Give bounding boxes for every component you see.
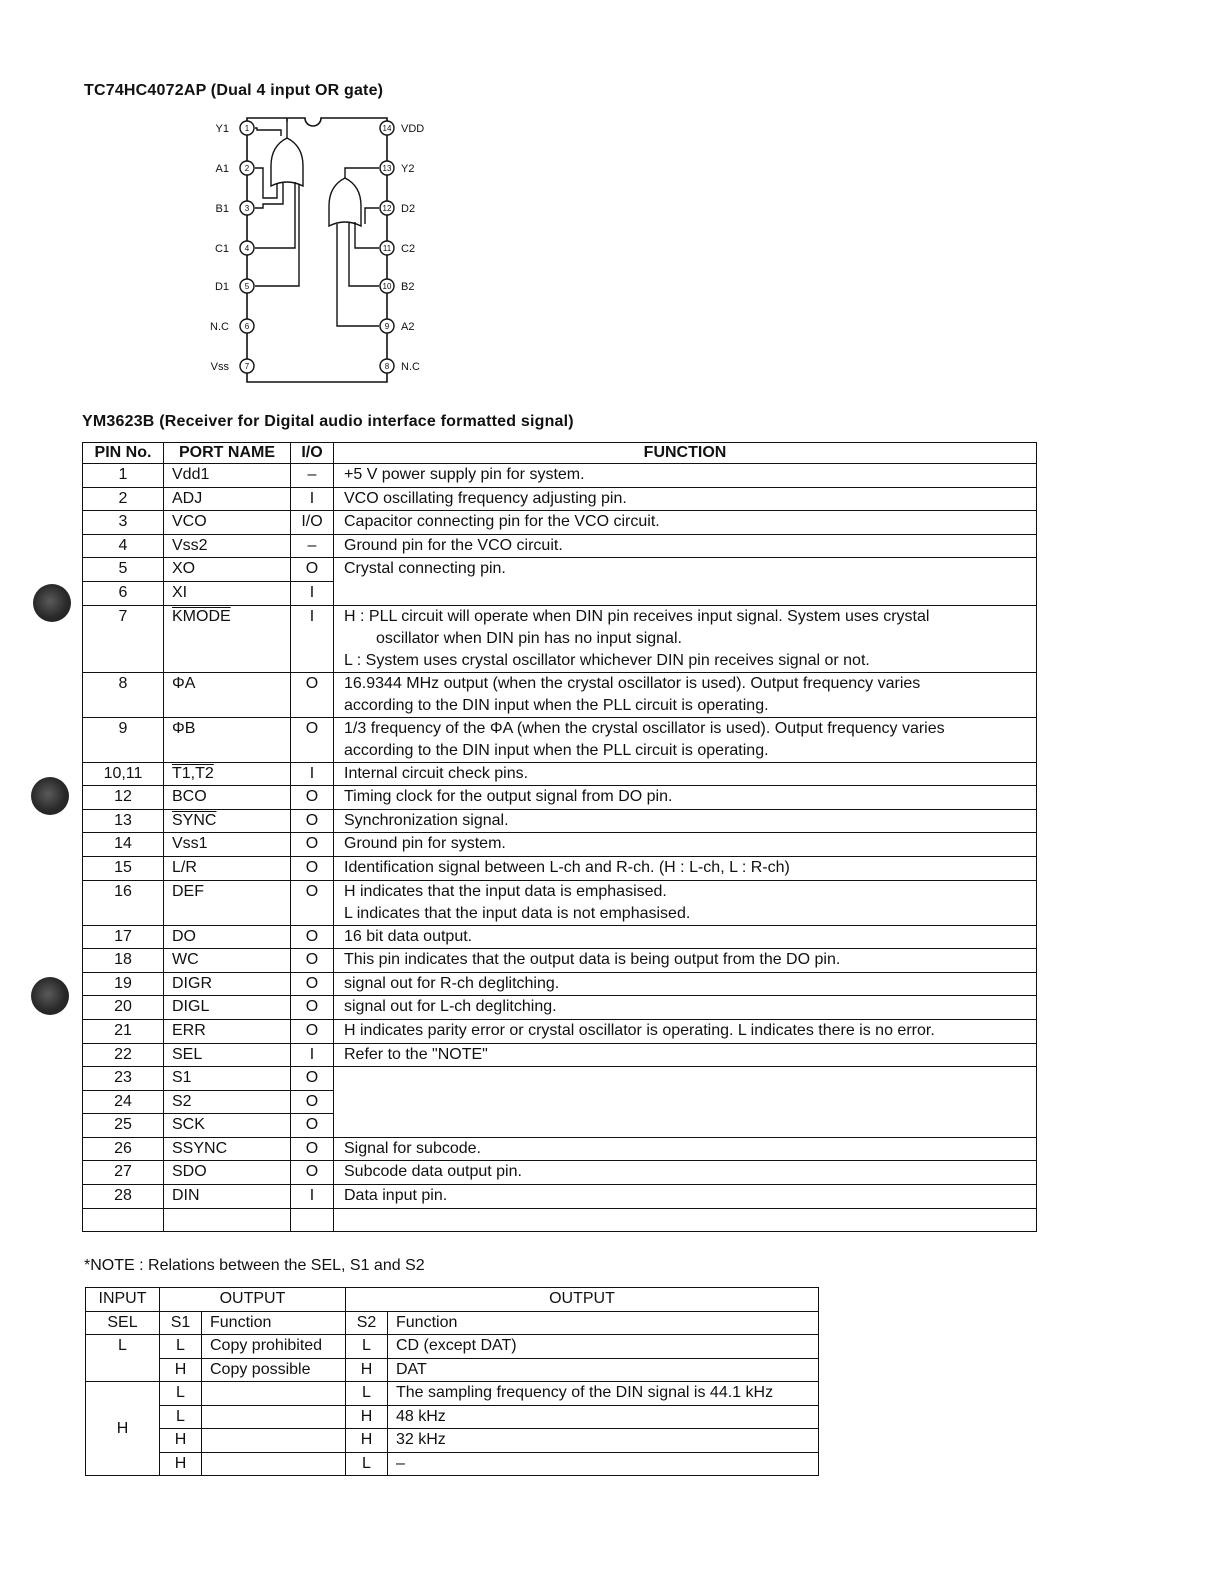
port-name: XI xyxy=(164,581,291,605)
header-pin-no: PIN No. xyxy=(83,443,164,464)
function: H indicates parity error or crystal oscillator is operating. L indicates there is no error. xyxy=(334,1019,1037,1043)
function: signal out for R-ch deglitching. xyxy=(334,972,1037,996)
punch-hole xyxy=(31,977,69,1015)
s1-value: L xyxy=(160,1335,202,1359)
svg-text:8: 8 xyxy=(384,362,390,371)
function xyxy=(334,672,1037,717)
io: – xyxy=(291,464,334,488)
header-port-name: PORT NAME xyxy=(164,443,291,464)
s1-function xyxy=(202,1429,346,1453)
pin-no: 6 xyxy=(83,581,164,605)
pin-no: 14 xyxy=(83,833,164,857)
header-function: FUNCTION xyxy=(334,443,1037,464)
pin-no: 24 xyxy=(83,1090,164,1114)
function: Subcode data output pin. xyxy=(334,1161,1037,1185)
function: Refer to the "NOTE" xyxy=(334,1043,1037,1067)
port-name: S1 xyxy=(164,1067,291,1091)
port-name: SYNC xyxy=(164,809,291,833)
function: Synchronization signal. xyxy=(334,809,1037,833)
pin-no: 8 xyxy=(83,672,164,717)
pin-no: 17 xyxy=(83,925,164,949)
io: O xyxy=(291,1067,334,1091)
s2-value: H xyxy=(346,1358,388,1382)
function: Internal circuit check pins. xyxy=(334,762,1037,786)
s1-function: Copy prohibited xyxy=(202,1335,346,1359)
header-input: INPUT xyxy=(86,1288,160,1312)
pin-no: 16 xyxy=(83,880,164,925)
io: I xyxy=(291,1043,334,1067)
table-row xyxy=(86,1405,819,1429)
s2-function: – xyxy=(388,1452,819,1476)
ic-pin-4 xyxy=(215,241,254,255)
s2-value: H xyxy=(346,1429,388,1453)
table-row xyxy=(83,672,1037,717)
table-row xyxy=(83,1137,1037,1161)
port-name: DIGL xyxy=(164,996,291,1020)
ic-pin-11 xyxy=(380,241,415,255)
table-row xyxy=(83,464,1037,488)
function-line: H : PLL circuit will operate when DIN pin receives input signal. System uses crystal xyxy=(344,607,930,625)
port-name: ERR xyxy=(164,1019,291,1043)
pin-no: 3 xyxy=(83,511,164,535)
table-row xyxy=(83,880,1037,925)
table-header-row xyxy=(86,1311,819,1335)
header-io: I/O xyxy=(291,443,334,464)
or-gate-2 xyxy=(329,168,379,326)
io: O xyxy=(291,1137,334,1161)
s1-value: H xyxy=(160,1452,202,1476)
io: O xyxy=(291,786,334,810)
ic-title: TC74HC4072AP (Dual 4 input OR gate) xyxy=(84,82,384,99)
pin-no: 25 xyxy=(83,1114,164,1138)
port-name: SSYNC xyxy=(164,1137,291,1161)
pin-no: 9 xyxy=(83,717,164,762)
port-name: DEF xyxy=(164,880,291,925)
function: This pin indicates that the output data is being output from the DO pin. xyxy=(334,949,1037,973)
s1-value: L xyxy=(160,1405,202,1429)
svg-text:N.C: N.C xyxy=(210,321,229,333)
s2-value: L xyxy=(346,1335,388,1359)
port-name: BCO xyxy=(164,786,291,810)
function: signal out for L-ch deglitching. xyxy=(334,996,1037,1020)
pin-no: 2 xyxy=(83,487,164,511)
function: Crystal connecting pin. xyxy=(334,558,1037,605)
function-line: L indicates that the input data is not emphasised. xyxy=(344,904,691,922)
s2-value: L xyxy=(346,1382,388,1406)
table-row xyxy=(83,972,1037,996)
svg-text:Vss: Vss xyxy=(210,361,229,373)
port-name: Vdd1 xyxy=(164,464,291,488)
function xyxy=(334,717,1037,762)
svg-text:13: 13 xyxy=(382,164,392,173)
io: O xyxy=(291,1019,334,1043)
port-name: T1,T2 xyxy=(164,762,291,786)
table-header-row xyxy=(86,1288,819,1312)
function-line: oscillator when DIN pin has no input signal. xyxy=(376,629,682,647)
or-gate-1 xyxy=(255,118,303,286)
svg-text:VDD: VDD xyxy=(401,123,425,135)
io: I xyxy=(291,487,334,511)
header-s1: S1 xyxy=(160,1311,202,1335)
pin-no: 22 xyxy=(83,1043,164,1067)
function: Signal for subcode. xyxy=(334,1137,1037,1161)
function-line: according to the DIN input when the PLL circuit is operating. xyxy=(344,696,769,714)
s1-value: H xyxy=(160,1429,202,1453)
svg-text:3: 3 xyxy=(244,204,250,213)
ic-pin-6 xyxy=(210,319,254,333)
io: O xyxy=(291,1090,334,1114)
pin-no: 15 xyxy=(83,856,164,880)
function-line: L : System uses crystal oscillator whichever DIN pin receives signal or not. xyxy=(344,651,870,669)
ic-pin-3 xyxy=(216,201,254,215)
pin-no: 28 xyxy=(83,1185,164,1209)
pin-no: 18 xyxy=(83,949,164,973)
sel-value: H xyxy=(86,1382,160,1476)
header-output: OUTPUT xyxy=(346,1288,819,1312)
table-row xyxy=(86,1429,819,1453)
table-header-row xyxy=(83,443,1037,464)
io: O xyxy=(291,833,334,857)
io: I/O xyxy=(291,511,334,535)
table-row xyxy=(83,1185,1037,1209)
function: Ground pin for the VCO circuit. xyxy=(334,534,1037,558)
port-name: ΦB xyxy=(164,717,291,762)
table-row xyxy=(83,511,1037,535)
header-function: Function xyxy=(202,1311,346,1335)
table-row xyxy=(83,925,1037,949)
s2-value: H xyxy=(346,1405,388,1429)
s2-value: L xyxy=(346,1452,388,1476)
port-name: VCO xyxy=(164,511,291,535)
pin-no: 19 xyxy=(83,972,164,996)
table-row xyxy=(83,534,1037,558)
io: O xyxy=(291,1161,334,1185)
header-sel: SEL xyxy=(86,1311,160,1335)
svg-text:11: 11 xyxy=(382,244,392,253)
function: Data input pin. xyxy=(334,1185,1037,1209)
svg-text:7: 7 xyxy=(244,362,250,371)
svg-text:12: 12 xyxy=(382,204,392,213)
pin-no: 26 xyxy=(83,1137,164,1161)
io: I xyxy=(291,1185,334,1209)
svg-text:9: 9 xyxy=(384,322,390,331)
io: O xyxy=(291,996,334,1020)
pin-no: 20 xyxy=(83,996,164,1020)
svg-text:D1: D1 xyxy=(214,281,229,293)
ic-pin-12 xyxy=(380,201,415,215)
pin-no: 21 xyxy=(83,1019,164,1043)
s1-value: H xyxy=(160,1358,202,1382)
pin-no: 1 xyxy=(83,464,164,488)
io: – xyxy=(291,534,334,558)
io: O xyxy=(291,809,334,833)
header-function: Function xyxy=(388,1311,819,1335)
port-name: L/R xyxy=(164,856,291,880)
table-row xyxy=(83,949,1037,973)
port-name: Vss1 xyxy=(164,833,291,857)
ic-pin-2 xyxy=(216,161,254,175)
function-line: 16.9344 MHz output (when the crystal oscillator is used). Output frequency varies xyxy=(344,674,921,692)
function: Capacitor connecting pin for the VCO circuit. xyxy=(334,511,1037,535)
port-name xyxy=(164,1208,291,1232)
ic-pinout-diagram xyxy=(195,108,445,393)
s1-function xyxy=(202,1452,346,1476)
function: Timing clock for the output signal from DO pin. xyxy=(334,786,1037,810)
function xyxy=(334,605,1037,672)
ic-pin-1 xyxy=(216,121,254,135)
table-row xyxy=(83,762,1037,786)
port-name: ΦA xyxy=(164,672,291,717)
function: Identification signal between L-ch and R-ch. (H : L-ch, L : R-ch) xyxy=(334,856,1037,880)
table-row xyxy=(86,1382,819,1406)
function: VCO oscillating frequency adjusting pin. xyxy=(334,487,1037,511)
port-name: SDO xyxy=(164,1161,291,1185)
io: I xyxy=(291,762,334,786)
pin-no xyxy=(83,1208,164,1232)
pin-no: 12 xyxy=(83,786,164,810)
svg-text:14: 14 xyxy=(382,124,392,133)
port-name: Vss2 xyxy=(164,534,291,558)
port-name: WC xyxy=(164,949,291,973)
io: O xyxy=(291,717,334,762)
svg-text:2: 2 xyxy=(244,164,250,173)
s1-function xyxy=(202,1382,346,1406)
pin-no: 27 xyxy=(83,1161,164,1185)
s2-function: CD (except DAT) xyxy=(388,1335,819,1359)
io: O xyxy=(291,880,334,925)
port-name: SCK xyxy=(164,1114,291,1138)
io: O xyxy=(291,972,334,996)
port-name: DIGR xyxy=(164,972,291,996)
function: 16 bit data output. xyxy=(334,925,1037,949)
pin-no: 4 xyxy=(83,534,164,558)
table-title: YM3623B (Receiver for Digital audio interface formatted signal) xyxy=(82,413,574,430)
note-table xyxy=(85,1287,819,1476)
table-row xyxy=(83,1067,1037,1091)
io xyxy=(291,1208,334,1232)
io: O xyxy=(291,672,334,717)
ic-pin-5 xyxy=(215,279,254,293)
table-row xyxy=(83,833,1037,857)
note-title: *NOTE : Relations between the SEL, S1 and S2 xyxy=(84,1257,425,1274)
io: O xyxy=(291,949,334,973)
function xyxy=(334,1067,1037,1138)
table-row xyxy=(83,996,1037,1020)
s1-function xyxy=(202,1405,346,1429)
svg-text:Y2: Y2 xyxy=(401,163,415,175)
port-name: SEL xyxy=(164,1043,291,1067)
port-name: DO xyxy=(164,925,291,949)
port-name: ADJ xyxy=(164,487,291,511)
svg-text:B1: B1 xyxy=(215,203,229,215)
ic-pin-14 xyxy=(380,121,424,135)
svg-text:N.C: N.C xyxy=(401,361,420,373)
punch-hole xyxy=(33,584,71,622)
table-row xyxy=(83,558,1037,582)
svg-text:Y1: Y1 xyxy=(215,123,229,135)
io: O xyxy=(291,1114,334,1138)
function xyxy=(334,1208,1037,1232)
io: O xyxy=(291,925,334,949)
ic-package-outline xyxy=(244,118,387,382)
svg-text:4: 4 xyxy=(244,244,250,253)
table-row xyxy=(86,1335,819,1359)
function: +5 V power supply pin for system. xyxy=(334,464,1037,488)
table-row xyxy=(83,786,1037,810)
table-row xyxy=(86,1358,819,1382)
function-line: H indicates that the input data is emphasised. xyxy=(344,882,667,900)
header-s2: S2 xyxy=(346,1311,388,1335)
s2-function: The sampling frequency of the DIN signal is 44.1 kHz xyxy=(388,1382,819,1406)
table-row xyxy=(83,809,1037,833)
s2-function: 32 kHz xyxy=(388,1429,819,1453)
table-row xyxy=(83,1019,1037,1043)
s1-value: L xyxy=(160,1382,202,1406)
function: Ground pin for system. xyxy=(334,833,1037,857)
svg-text:A2: A2 xyxy=(401,321,415,333)
ic-pin-8 xyxy=(380,359,420,373)
s1-function: Copy possible xyxy=(202,1358,346,1382)
table-row xyxy=(83,487,1037,511)
svg-text:C2: C2 xyxy=(401,243,416,255)
function-line: according to the DIN input when the PLL circuit is operating. xyxy=(344,741,769,759)
function-line: 1/3 frequency of the ΦA (when the crystal oscillator is used). Output frequency varies xyxy=(344,719,945,737)
pin-no: 7 xyxy=(83,605,164,672)
punch-hole xyxy=(31,777,69,815)
pin-no: 10,11 xyxy=(83,762,164,786)
table-row xyxy=(86,1452,819,1476)
io: O xyxy=(291,856,334,880)
svg-text:C1: C1 xyxy=(214,243,229,255)
pin-no: 13 xyxy=(83,809,164,833)
port-name: XO xyxy=(164,558,291,582)
s2-function: DAT xyxy=(388,1358,819,1382)
ic-pin-10 xyxy=(380,279,414,293)
pin-no: 23 xyxy=(83,1067,164,1091)
io: I xyxy=(291,581,334,605)
io: O xyxy=(291,558,334,582)
ic-pin-9 xyxy=(380,319,414,333)
table-row xyxy=(83,856,1037,880)
function xyxy=(334,880,1037,925)
sel-value: L xyxy=(86,1335,160,1382)
svg-text:1: 1 xyxy=(244,124,250,133)
svg-text:6: 6 xyxy=(244,322,250,331)
svg-text:10: 10 xyxy=(382,282,392,291)
ic-pin-7 xyxy=(211,359,254,373)
pin-function-table xyxy=(82,442,1037,1232)
table-row xyxy=(83,1161,1037,1185)
svg-text:B2: B2 xyxy=(401,281,415,293)
port-name: S2 xyxy=(164,1090,291,1114)
table-row xyxy=(83,605,1037,672)
s2-function: 48 kHz xyxy=(388,1405,819,1429)
io: I xyxy=(291,605,334,672)
svg-text:5: 5 xyxy=(244,282,250,291)
svg-text:A1: A1 xyxy=(215,163,229,175)
ic-pin-13 xyxy=(380,161,414,175)
header-output: OUTPUT xyxy=(160,1288,346,1312)
table-row xyxy=(83,717,1037,762)
port-name: KMODE xyxy=(164,605,291,672)
table-row xyxy=(83,1043,1037,1067)
port-name: DIN xyxy=(164,1185,291,1209)
pin-no: 5 xyxy=(83,558,164,582)
table-row xyxy=(83,1208,1037,1232)
svg-text:D2: D2 xyxy=(401,203,416,215)
